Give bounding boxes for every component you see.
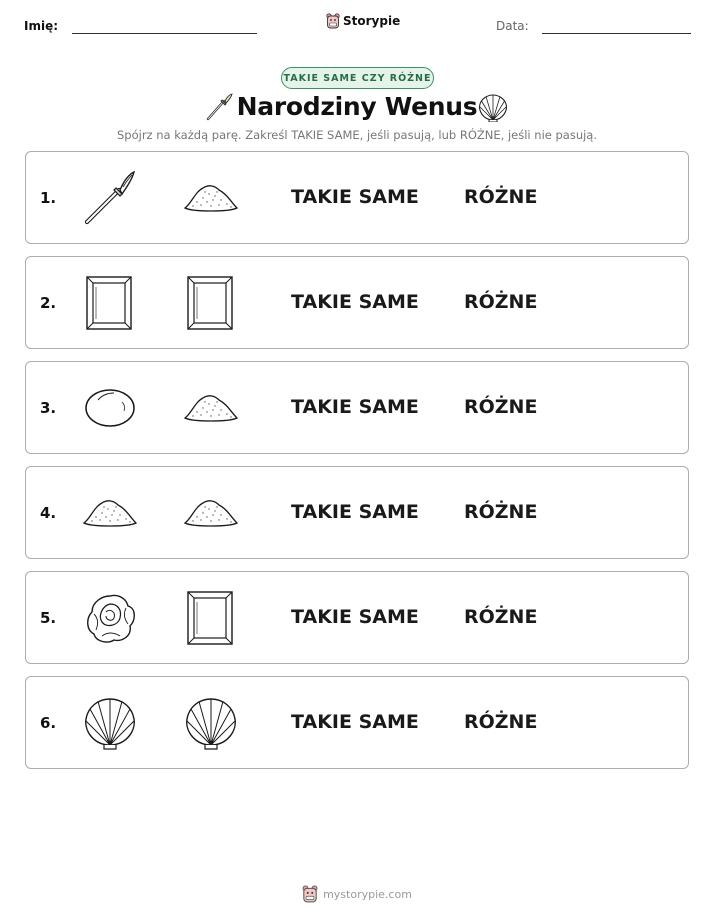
worksheet-type-badge: TAKIE SAME CZY RÓŻNE	[281, 67, 434, 89]
row-number: 2.	[40, 294, 57, 312]
sand-pile-icon	[183, 485, 239, 541]
different-option[interactable]: RÓŻNE	[464, 291, 538, 313]
sand-pile-icon	[183, 380, 239, 436]
seashell-icon	[82, 695, 138, 751]
footer-site-link[interactable]: mystorypie.com	[323, 887, 412, 901]
footer	[0, 885, 714, 903]
paintbrush-icon	[82, 170, 138, 226]
row-number: 5.	[40, 609, 57, 627]
exercise-row	[25, 151, 689, 244]
name-line[interactable]	[72, 33, 257, 34]
date-line[interactable]	[542, 33, 691, 34]
frame-icon	[183, 275, 239, 331]
rose-icon	[82, 590, 138, 646]
page-title: Narodziny Wenus	[236, 92, 478, 121]
brand-logo	[326, 13, 400, 29]
exercise-row	[25, 466, 689, 559]
pearl-icon	[82, 380, 138, 436]
seashell-icon	[477, 92, 509, 122]
exercise-row	[25, 361, 689, 454]
different-option[interactable]: RÓŻNE	[464, 606, 538, 628]
sand-pile-icon	[82, 485, 138, 541]
instructions: Spójrz na każdą parę. Zakreśl TAKIE SAME, jeśli pasują, lub RÓŻNE, jeśli nie pasują.	[116, 128, 598, 142]
different-option[interactable]: RÓŻNE	[464, 396, 538, 418]
same-option[interactable]: TAKIE SAME	[291, 606, 419, 628]
row-number: 3.	[40, 399, 57, 417]
exercise-list	[25, 151, 689, 781]
exercise-row	[25, 676, 689, 769]
same-option[interactable]: TAKIE SAME	[291, 501, 419, 523]
exercise-row	[25, 256, 689, 349]
brand-name: Storypie	[343, 14, 401, 28]
storypie-mascot-icon	[302, 885, 318, 903]
same-option[interactable]: TAKIE SAME	[291, 291, 419, 313]
same-option[interactable]: TAKIE SAME	[291, 711, 419, 733]
row-number: 1.	[40, 189, 57, 207]
different-option[interactable]: RÓŻNE	[464, 501, 538, 523]
different-option[interactable]: RÓŻNE	[464, 186, 538, 208]
storypie-mascot-icon	[326, 13, 340, 29]
row-number: 6.	[40, 714, 57, 732]
different-option[interactable]: RÓŻNE	[464, 711, 538, 733]
row-number: 4.	[40, 504, 57, 522]
frame-icon	[82, 275, 138, 331]
name-label: Imię:	[24, 19, 59, 33]
exercise-row	[25, 571, 689, 664]
frame-icon	[183, 590, 239, 646]
date-label: Data:	[496, 19, 529, 33]
seashell-icon	[183, 695, 239, 751]
sand-pile-icon	[183, 170, 239, 226]
same-option[interactable]: TAKIE SAME	[291, 186, 419, 208]
same-option[interactable]: TAKIE SAME	[291, 396, 419, 418]
